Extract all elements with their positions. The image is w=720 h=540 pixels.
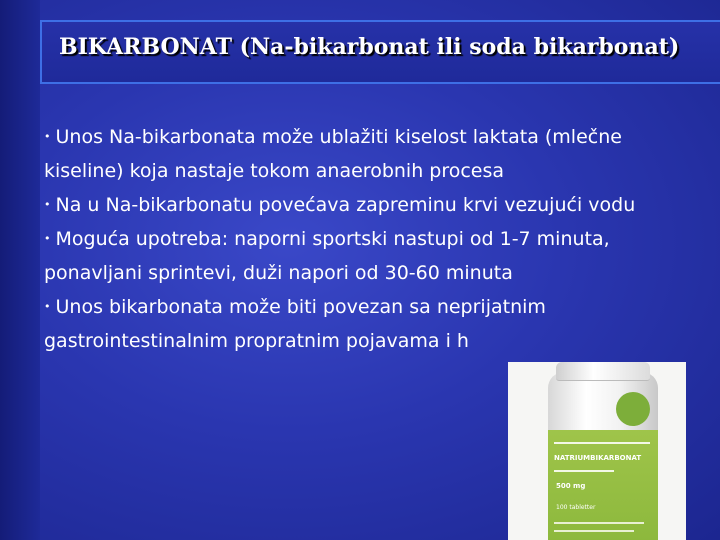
slide-title: BIKARBONAT (Na-bikarbonat ili soda bikarbonat) bbox=[59, 34, 680, 60]
bullet-text-1: Unos Na-bikarbonata može ublažiti kiselost laktata (mlečne kiseline) koja nastaje tokom anaerobnih procesa bbox=[44, 126, 622, 182]
label-stripe bbox=[554, 470, 614, 472]
title-frame bbox=[40, 20, 720, 84]
bullet-item-3 bbox=[44, 222, 684, 290]
bullet-item-2 bbox=[44, 188, 684, 222]
bullet-dot-icon: • bbox=[44, 232, 51, 245]
bullet-dot-icon: • bbox=[44, 300, 51, 313]
bottle-label bbox=[548, 430, 658, 540]
label-count: 100 tabletter bbox=[556, 504, 596, 511]
bullet-item-4 bbox=[44, 290, 684, 358]
brand-logo-icon bbox=[616, 392, 650, 426]
bullet-text-4: Unos bikarbonata može biti povezan sa neprijatnim gastrointestinalnim propratnim pojavama i h bbox=[44, 296, 546, 352]
label-product-name: NATRIUMBIKARBONAT bbox=[554, 454, 642, 462]
label-stripe bbox=[554, 530, 634, 532]
bullet-text-2: Na u Na-bikarbonatu povećava zapreminu krvi vezujući vodu bbox=[55, 194, 636, 216]
bullet-dot-icon: • bbox=[44, 198, 51, 211]
bullet-text-3: Moguća upotreba: naporni sportski nastupi od 1-7 minuta, ponavljani sprintevi, duži napori od 30-60 minuta bbox=[44, 228, 610, 284]
label-stripe bbox=[554, 442, 650, 444]
bullet-dot-icon: • bbox=[44, 130, 51, 143]
bullet-list bbox=[44, 120, 684, 358]
bullet-item-1 bbox=[44, 120, 684, 188]
slide-left-band bbox=[0, 0, 40, 540]
product-bottle-photo bbox=[508, 362, 686, 540]
bottle-cap bbox=[556, 362, 650, 381]
label-dose: 500 mg bbox=[556, 482, 586, 490]
label-stripe bbox=[554, 522, 644, 524]
